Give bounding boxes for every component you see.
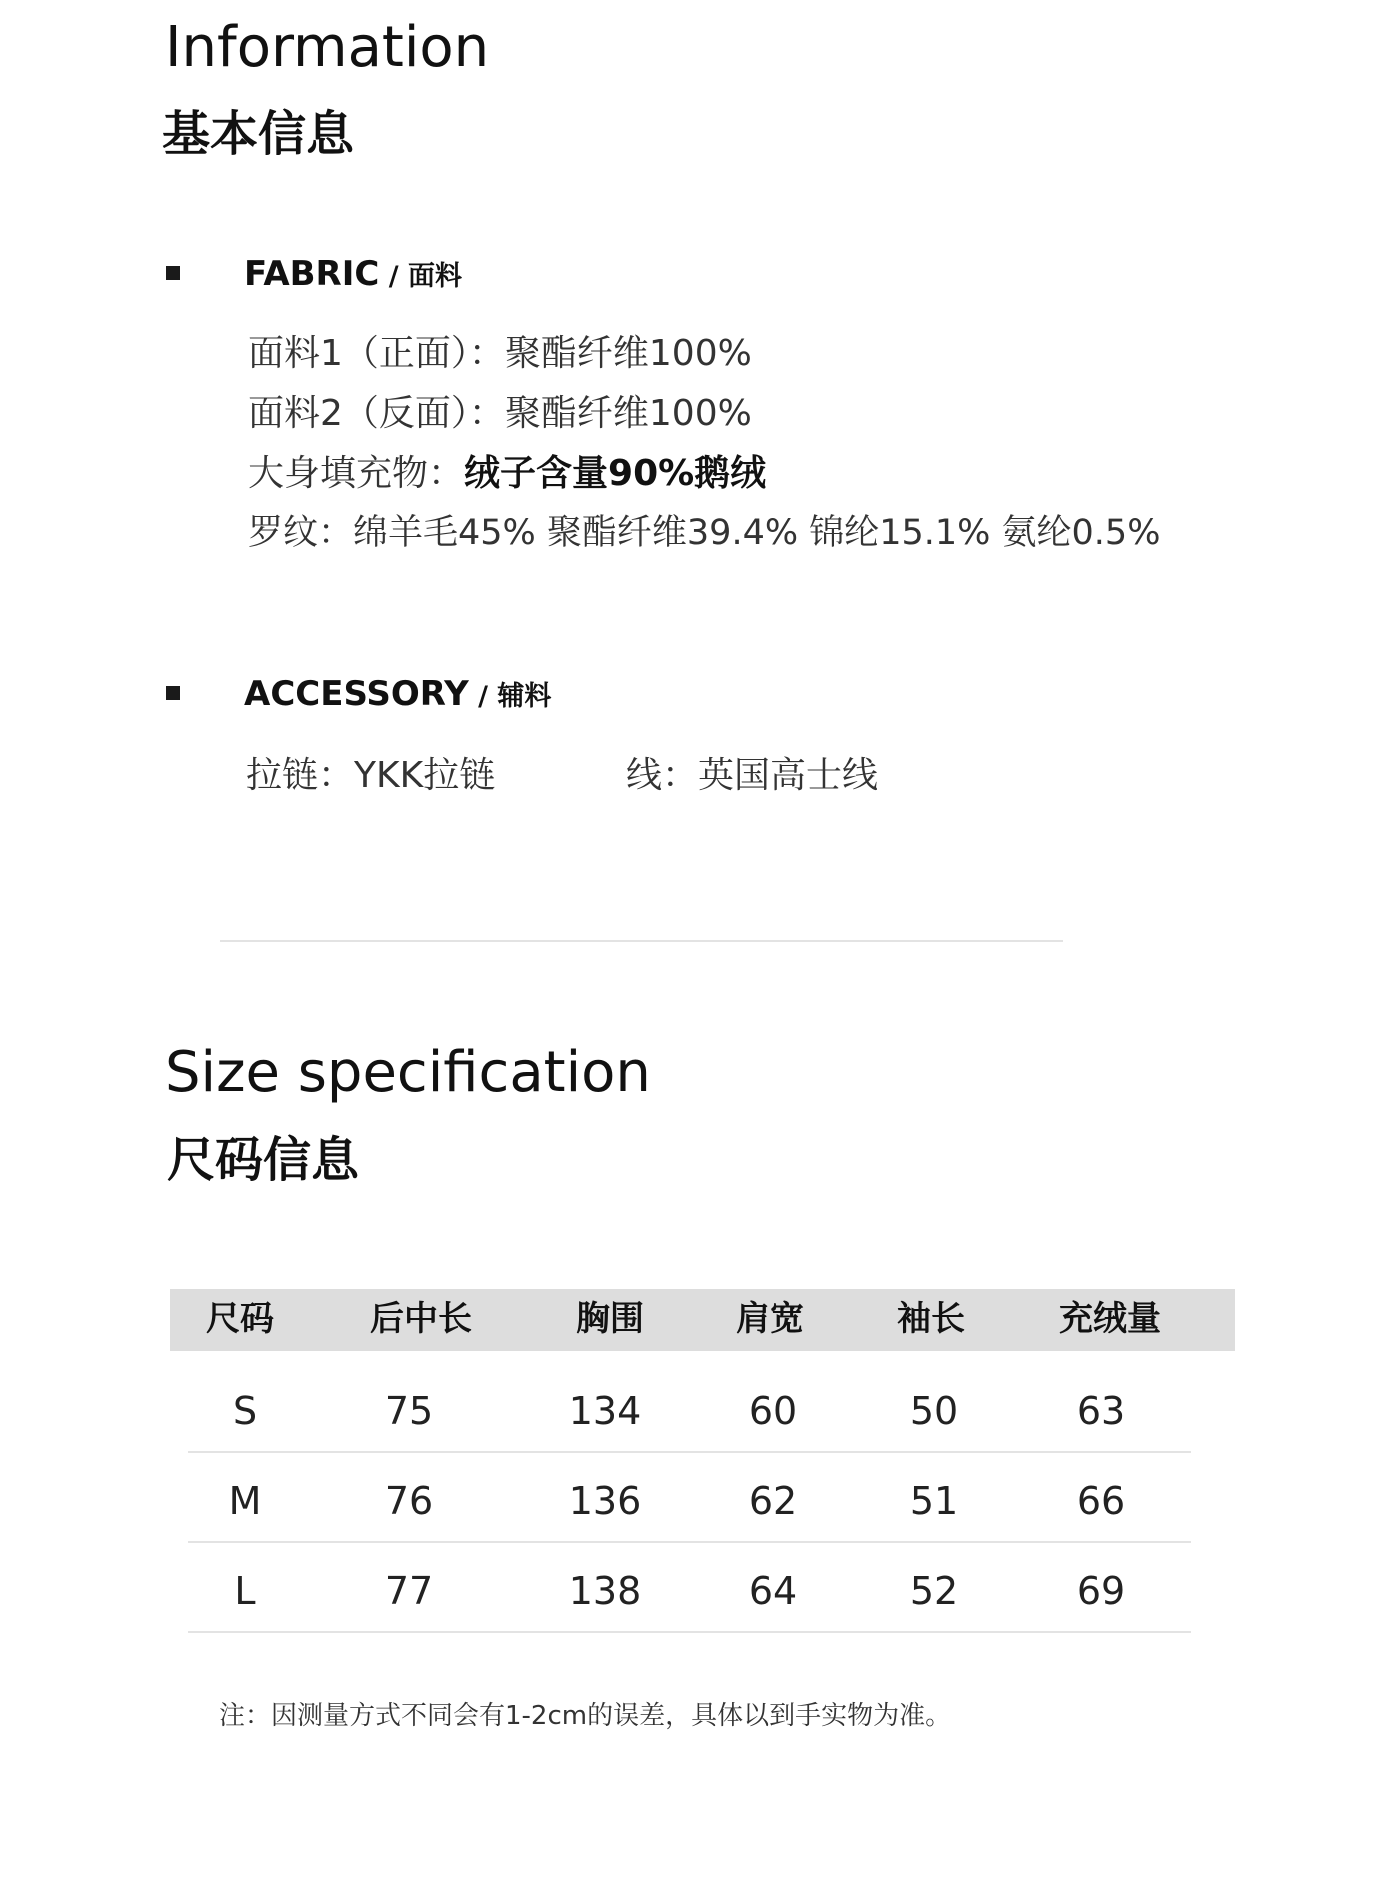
header-down-fill: 充绒量 [1059,1299,1161,1339]
size-table-header [170,1289,1235,1351]
fabric-heading [244,254,463,294]
cell-back-length: 77 [384,1569,434,1613]
row-divider [188,1451,1191,1453]
information-title-en: Information [165,15,490,80]
cell-chest: 136 [568,1479,642,1523]
size-title-en: Size specification [165,1040,651,1105]
cell-down-fill: 66 [1076,1479,1126,1523]
row-divider [188,1541,1191,1543]
cell-size: S [232,1389,258,1433]
fabric-line-1: 面料1（正面）：聚酯纤维100% [248,333,752,374]
fabric-rib: 罗纹：绵羊毛45% 聚酯纤维39.4% 锦纶15.1% 氨纶0.5% [248,513,1161,553]
accessory-bullet-icon [166,686,180,700]
size-table [170,1289,1235,1629]
accessory-heading [244,674,552,714]
accessory-label-cn: / 辅料 [468,681,552,712]
cell-down-fill: 63 [1076,1389,1126,1433]
fabric-label-en: FABRIC [244,254,380,294]
row-divider [188,1631,1191,1633]
cell-back-length: 75 [384,1389,434,1433]
header-back-length: 后中长 [370,1299,472,1339]
header-shoulder: 肩宽 [736,1299,804,1339]
fabric-line-2: 面料2（反面）：聚酯纤维100% [248,393,752,434]
accessory-label-en: ACCESSORY [244,674,469,714]
size-title-cn: 尺码信息 [167,1132,360,1188]
fabric-label-cn: / 面料 [379,261,463,292]
cell-down-fill: 69 [1076,1569,1126,1613]
accessory-thread: 线：英国高士线 [626,755,879,796]
cell-shoulder: 62 [748,1479,798,1523]
cell-sleeve: 52 [909,1569,959,1613]
information-title-cn: 基本信息 [162,106,355,162]
fabric-filling [248,453,767,494]
cell-chest: 134 [568,1389,642,1433]
cell-shoulder: 60 [748,1389,798,1433]
cell-size: L [234,1569,256,1613]
cell-size: M [228,1479,262,1523]
header-size: 尺码 [206,1299,274,1339]
header-sleeve: 袖长 [897,1299,965,1339]
cell-back-length: 76 [384,1479,434,1523]
cell-chest: 138 [568,1569,642,1613]
filling-label: 大身填充物： [248,453,465,494]
accessory-zipper: 拉链：YKK拉链 [246,755,496,796]
header-chest: 胸围 [576,1299,644,1339]
cell-shoulder: 64 [748,1569,798,1613]
fabric-bullet-icon [166,266,180,280]
cell-sleeve: 51 [909,1479,959,1523]
filling-value: 绒子含量90%鹅绒 [464,453,767,494]
section-divider [220,940,1063,942]
size-note: 注：因测量方式不同会有1-2cm的误差，具体以到手实物为准。 [219,1701,952,1731]
cell-sleeve: 50 [909,1389,959,1433]
